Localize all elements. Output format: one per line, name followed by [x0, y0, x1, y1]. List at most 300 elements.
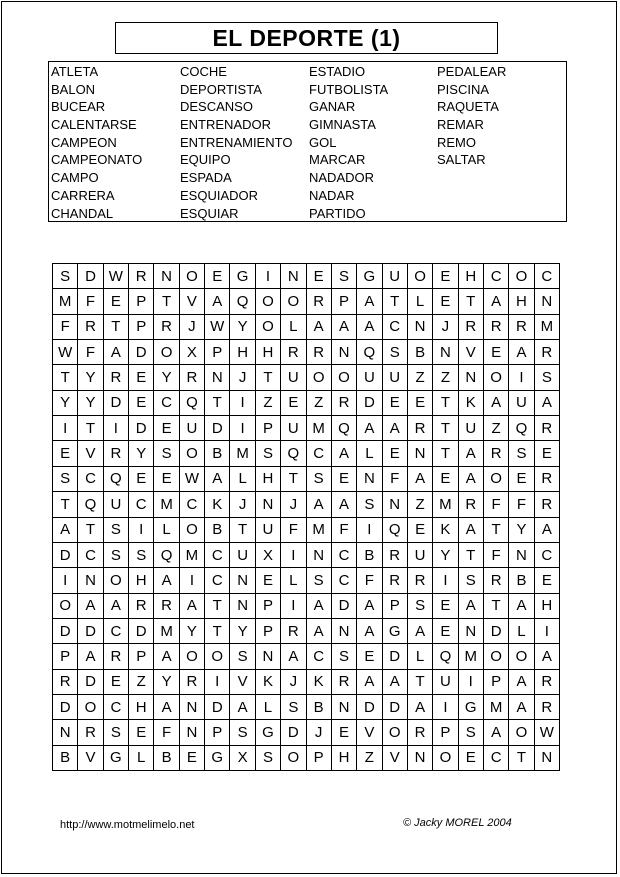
grid-cell[interactable]: I: [433, 568, 458, 593]
grid-cell[interactable]: I: [281, 543, 306, 568]
grid-cell[interactable]: G: [230, 264, 255, 289]
grid-cell[interactable]: N: [256, 492, 281, 517]
grid-cell[interactable]: O: [154, 340, 179, 365]
grid-cell[interactable]: J: [230, 365, 255, 390]
grid-cell[interactable]: L: [129, 746, 154, 771]
grid-cell[interactable]: V: [180, 289, 205, 314]
grid-cell[interactable]: Q: [281, 441, 306, 466]
grid-cell[interactable]: A: [509, 670, 534, 695]
grid-cell[interactable]: B: [357, 543, 382, 568]
grid-cell[interactable]: O: [180, 264, 205, 289]
grid-cell[interactable]: O: [53, 594, 78, 619]
grid-cell[interactable]: C: [383, 315, 408, 340]
grid-cell[interactable]: D: [205, 695, 230, 720]
grid-cell[interactable]: P: [433, 720, 458, 745]
grid-cell[interactable]: F: [78, 289, 103, 314]
grid-cell[interactable]: G: [357, 264, 382, 289]
grid-cell[interactable]: Z: [408, 492, 433, 517]
grid-cell[interactable]: F: [383, 467, 408, 492]
grid-cell[interactable]: O: [205, 644, 230, 669]
grid-cell[interactable]: O: [433, 746, 458, 771]
grid-cell[interactable]: A: [205, 467, 230, 492]
grid-cell[interactable]: F: [357, 568, 382, 593]
grid-cell[interactable]: A: [154, 644, 179, 669]
grid-cell[interactable]: L: [281, 568, 306, 593]
grid-cell[interactable]: A: [180, 594, 205, 619]
grid-cell[interactable]: R: [281, 340, 306, 365]
grid-cell[interactable]: B: [205, 518, 230, 543]
grid-cell[interactable]: D: [357, 391, 382, 416]
grid-cell[interactable]: Y: [509, 518, 534, 543]
grid-cell[interactable]: D: [129, 416, 154, 441]
grid-cell[interactable]: E: [307, 264, 332, 289]
grid-cell[interactable]: R: [408, 720, 433, 745]
grid-cell[interactable]: Y: [154, 670, 179, 695]
grid-cell[interactable]: E: [433, 467, 458, 492]
grid-cell[interactable]: Y: [78, 391, 103, 416]
grid-cell[interactable]: E: [509, 467, 534, 492]
grid-cell[interactable]: D: [104, 391, 129, 416]
grid-cell[interactable]: C: [332, 568, 357, 593]
grid-cell[interactable]: H: [535, 594, 560, 619]
grid-cell[interactable]: I: [433, 695, 458, 720]
grid-cell[interactable]: N: [509, 543, 534, 568]
grid-cell[interactable]: E: [433, 264, 458, 289]
grid-cell[interactable]: T: [205, 594, 230, 619]
grid-cell[interactable]: T: [104, 315, 129, 340]
grid-cell[interactable]: D: [53, 619, 78, 644]
grid-cell[interactable]: I: [230, 416, 255, 441]
grid-cell[interactable]: T: [78, 416, 103, 441]
grid-cell[interactable]: P: [53, 644, 78, 669]
grid-cell[interactable]: E: [104, 289, 129, 314]
grid-cell[interactable]: N: [408, 746, 433, 771]
grid-cell[interactable]: E: [408, 391, 433, 416]
grid-cell[interactable]: C: [78, 467, 103, 492]
grid-cell[interactable]: U: [180, 416, 205, 441]
grid-cell[interactable]: Z: [408, 365, 433, 390]
grid-cell[interactable]: A: [281, 644, 306, 669]
grid-cell[interactable]: U: [383, 264, 408, 289]
grid-cell[interactable]: R: [535, 416, 560, 441]
grid-cell[interactable]: R: [104, 365, 129, 390]
grid-cell[interactable]: A: [357, 670, 382, 695]
grid-cell[interactable]: E: [180, 746, 205, 771]
grid-cell[interactable]: N: [180, 720, 205, 745]
grid-cell[interactable]: R: [78, 315, 103, 340]
grid-cell[interactable]: V: [357, 720, 382, 745]
grid-cell[interactable]: U: [230, 543, 255, 568]
grid-cell[interactable]: I: [535, 619, 560, 644]
grid-cell[interactable]: D: [78, 670, 103, 695]
grid-cell[interactable]: T: [53, 492, 78, 517]
grid-cell[interactable]: C: [535, 543, 560, 568]
grid-cell[interactable]: N: [256, 644, 281, 669]
grid-cell[interactable]: N: [154, 264, 179, 289]
grid-cell[interactable]: E: [383, 391, 408, 416]
grid-cell[interactable]: Q: [180, 391, 205, 416]
grid-cell[interactable]: N: [332, 340, 357, 365]
grid-cell[interactable]: C: [535, 264, 560, 289]
grid-cell[interactable]: R: [509, 315, 534, 340]
grid-cell[interactable]: R: [332, 670, 357, 695]
grid-cell[interactable]: D: [78, 619, 103, 644]
grid-cell[interactable]: H: [129, 695, 154, 720]
grid-cell[interactable]: R: [484, 441, 509, 466]
grid-cell[interactable]: A: [535, 644, 560, 669]
grid-cell[interactable]: I: [357, 518, 382, 543]
grid-cell[interactable]: E: [459, 746, 484, 771]
grid-cell[interactable]: D: [332, 594, 357, 619]
grid-cell[interactable]: P: [129, 315, 154, 340]
grid-cell[interactable]: S: [256, 441, 281, 466]
grid-cell[interactable]: U: [256, 518, 281, 543]
grid-cell[interactable]: S: [154, 441, 179, 466]
grid-cell[interactable]: J: [281, 492, 306, 517]
grid-cell[interactable]: A: [307, 315, 332, 340]
grid-cell[interactable]: U: [281, 365, 306, 390]
grid-cell[interactable]: A: [53, 518, 78, 543]
grid-cell[interactable]: R: [154, 315, 179, 340]
grid-cell[interactable]: I: [53, 416, 78, 441]
grid-cell[interactable]: U: [509, 391, 534, 416]
grid-cell[interactable]: A: [230, 695, 255, 720]
grid-cell[interactable]: R: [535, 492, 560, 517]
grid-cell[interactable]: J: [433, 315, 458, 340]
grid-cell[interactable]: L: [408, 644, 433, 669]
grid-cell[interactable]: C: [104, 619, 129, 644]
grid-cell[interactable]: E: [129, 467, 154, 492]
grid-cell[interactable]: R: [535, 670, 560, 695]
grid-cell[interactable]: B: [53, 746, 78, 771]
grid-cell[interactable]: M: [154, 492, 179, 517]
grid-cell[interactable]: A: [509, 594, 534, 619]
grid-cell[interactable]: A: [408, 695, 433, 720]
grid-cell[interactable]: A: [357, 315, 382, 340]
grid-cell[interactable]: F: [332, 518, 357, 543]
grid-cell[interactable]: V: [78, 746, 103, 771]
grid-cell[interactable]: X: [256, 543, 281, 568]
grid-cell[interactable]: E: [154, 416, 179, 441]
grid-cell[interactable]: R: [307, 340, 332, 365]
grid-cell[interactable]: R: [104, 644, 129, 669]
grid-cell[interactable]: T: [509, 746, 534, 771]
grid-cell[interactable]: R: [459, 315, 484, 340]
grid-cell[interactable]: E: [433, 594, 458, 619]
grid-cell[interactable]: S: [535, 365, 560, 390]
grid-cell[interactable]: R: [104, 441, 129, 466]
grid-cell[interactable]: D: [383, 695, 408, 720]
grid-cell[interactable]: T: [205, 619, 230, 644]
grid-cell[interactable]: M: [154, 619, 179, 644]
grid-cell[interactable]: L: [256, 695, 281, 720]
grid-cell[interactable]: J: [230, 492, 255, 517]
grid-cell[interactable]: Y: [230, 619, 255, 644]
grid-cell[interactable]: R: [408, 568, 433, 593]
grid-cell[interactable]: Q: [78, 492, 103, 517]
grid-cell[interactable]: A: [484, 289, 509, 314]
grid-cell[interactable]: R: [332, 391, 357, 416]
grid-cell[interactable]: T: [230, 518, 255, 543]
grid-cell[interactable]: A: [205, 289, 230, 314]
grid-cell[interactable]: P: [256, 619, 281, 644]
grid-cell[interactable]: T: [256, 365, 281, 390]
grid-cell[interactable]: I: [230, 391, 255, 416]
grid-cell[interactable]: C: [484, 746, 509, 771]
grid-cell[interactable]: E: [383, 441, 408, 466]
grid-cell[interactable]: D: [129, 619, 154, 644]
grid-cell[interactable]: X: [180, 340, 205, 365]
grid-cell[interactable]: O: [383, 720, 408, 745]
grid-cell[interactable]: Z: [433, 365, 458, 390]
grid-cell[interactable]: S: [357, 492, 382, 517]
grid-cell[interactable]: S: [104, 518, 129, 543]
grid-cell[interactable]: E: [535, 441, 560, 466]
grid-cell[interactable]: C: [78, 543, 103, 568]
grid-cell[interactable]: Q: [509, 416, 534, 441]
grid-cell[interactable]: A: [357, 619, 382, 644]
grid-cell[interactable]: N: [281, 264, 306, 289]
grid-cell[interactable]: O: [484, 365, 509, 390]
grid-cell[interactable]: W: [180, 467, 205, 492]
grid-cell[interactable]: D: [78, 264, 103, 289]
grid-cell[interactable]: E: [535, 568, 560, 593]
grid-cell[interactable]: P: [129, 289, 154, 314]
grid-cell[interactable]: A: [307, 594, 332, 619]
grid-cell[interactable]: D: [53, 695, 78, 720]
grid-cell[interactable]: K: [433, 518, 458, 543]
grid-cell[interactable]: I: [205, 670, 230, 695]
grid-cell[interactable]: S: [307, 467, 332, 492]
grid-cell[interactable]: R: [129, 594, 154, 619]
grid-cell[interactable]: M: [230, 441, 255, 466]
grid-cell[interactable]: Q: [104, 467, 129, 492]
grid-cell[interactable]: A: [307, 492, 332, 517]
grid-cell[interactable]: H: [459, 264, 484, 289]
grid-cell[interactable]: P: [205, 340, 230, 365]
grid-cell[interactable]: N: [535, 289, 560, 314]
grid-cell[interactable]: O: [332, 365, 357, 390]
grid-cell[interactable]: L: [509, 619, 534, 644]
grid-cell[interactable]: S: [104, 543, 129, 568]
grid-cell[interactable]: D: [205, 416, 230, 441]
grid-cell[interactable]: A: [78, 594, 103, 619]
grid-cell[interactable]: C: [104, 695, 129, 720]
grid-cell[interactable]: T: [281, 467, 306, 492]
grid-cell[interactable]: R: [53, 670, 78, 695]
grid-cell[interactable]: O: [256, 289, 281, 314]
grid-cell[interactable]: R: [535, 467, 560, 492]
grid-cell[interactable]: R: [383, 568, 408, 593]
grid-cell[interactable]: E: [256, 568, 281, 593]
grid-cell[interactable]: A: [484, 720, 509, 745]
grid-cell[interactable]: Y: [78, 365, 103, 390]
grid-cell[interactable]: A: [332, 492, 357, 517]
grid-cell[interactable]: J: [281, 670, 306, 695]
grid-cell[interactable]: L: [281, 315, 306, 340]
grid-cell[interactable]: M: [484, 695, 509, 720]
grid-cell[interactable]: S: [408, 594, 433, 619]
grid-cell[interactable]: H: [230, 340, 255, 365]
grid-cell[interactable]: C: [180, 492, 205, 517]
grid-cell[interactable]: K: [256, 670, 281, 695]
grid-cell[interactable]: F: [484, 492, 509, 517]
grid-cell[interactable]: K: [459, 391, 484, 416]
grid-cell[interactable]: C: [307, 441, 332, 466]
grid-cell[interactable]: G: [104, 746, 129, 771]
grid-cell[interactable]: S: [307, 568, 332, 593]
grid-cell[interactable]: N: [180, 695, 205, 720]
grid-cell[interactable]: O: [484, 467, 509, 492]
grid-cell[interactable]: A: [535, 518, 560, 543]
grid-cell[interactable]: Z: [484, 416, 509, 441]
grid-cell[interactable]: N: [230, 568, 255, 593]
grid-cell[interactable]: D: [53, 543, 78, 568]
grid-cell[interactable]: R: [154, 594, 179, 619]
grid-cell[interactable]: T: [383, 289, 408, 314]
grid-cell[interactable]: N: [433, 340, 458, 365]
grid-cell[interactable]: A: [357, 289, 382, 314]
grid-cell[interactable]: I: [256, 264, 281, 289]
grid-cell[interactable]: M: [535, 315, 560, 340]
grid-cell[interactable]: S: [104, 720, 129, 745]
grid-cell[interactable]: N: [230, 594, 255, 619]
grid-cell[interactable]: T: [484, 594, 509, 619]
grid-cell[interactable]: L: [357, 441, 382, 466]
grid-cell[interactable]: Y: [129, 441, 154, 466]
grid-cell[interactable]: A: [459, 594, 484, 619]
grid-cell[interactable]: F: [53, 315, 78, 340]
grid-cell[interactable]: S: [459, 720, 484, 745]
grid-cell[interactable]: D: [129, 340, 154, 365]
grid-cell[interactable]: K: [307, 670, 332, 695]
grid-cell[interactable]: T: [154, 289, 179, 314]
grid-cell[interactable]: S: [230, 720, 255, 745]
grid-cell[interactable]: I: [180, 568, 205, 593]
grid-cell[interactable]: P: [383, 594, 408, 619]
grid-cell[interactable]: N: [332, 619, 357, 644]
grid-cell[interactable]: Y: [433, 543, 458, 568]
grid-cell[interactable]: C: [205, 568, 230, 593]
grid-cell[interactable]: V: [383, 746, 408, 771]
grid-cell[interactable]: T: [459, 289, 484, 314]
grid-cell[interactable]: A: [154, 568, 179, 593]
grid-cell[interactable]: C: [332, 543, 357, 568]
grid-cell[interactable]: X: [230, 746, 255, 771]
grid-cell[interactable]: V: [230, 670, 255, 695]
grid-cell[interactable]: T: [484, 518, 509, 543]
grid-cell[interactable]: P: [484, 670, 509, 695]
grid-cell[interactable]: Q: [357, 340, 382, 365]
grid-cell[interactable]: E: [484, 340, 509, 365]
grid-cell[interactable]: P: [205, 720, 230, 745]
grid-cell[interactable]: J: [307, 720, 332, 745]
grid-cell[interactable]: E: [129, 720, 154, 745]
grid-cell[interactable]: R: [535, 695, 560, 720]
grid-cell[interactable]: H: [332, 746, 357, 771]
grid-cell[interactable]: S: [53, 264, 78, 289]
grid-cell[interactable]: E: [129, 365, 154, 390]
grid-cell[interactable]: A: [357, 416, 382, 441]
grid-cell[interactable]: A: [509, 695, 534, 720]
grid-cell[interactable]: P: [256, 416, 281, 441]
grid-cell[interactable]: N: [459, 365, 484, 390]
grid-cell[interactable]: T: [78, 518, 103, 543]
grid-cell[interactable]: T: [408, 670, 433, 695]
grid-cell[interactable]: H: [509, 289, 534, 314]
grid-cell[interactable]: G: [256, 720, 281, 745]
grid-cell[interactable]: S: [383, 340, 408, 365]
grid-cell[interactable]: Q: [332, 416, 357, 441]
grid-cell[interactable]: I: [129, 518, 154, 543]
grid-cell[interactable]: O: [281, 289, 306, 314]
grid-cell[interactable]: V: [78, 441, 103, 466]
grid-cell[interactable]: M: [307, 518, 332, 543]
grid-cell[interactable]: N: [535, 746, 560, 771]
grid-cell[interactable]: W: [53, 340, 78, 365]
grid-cell[interactable]: M: [307, 416, 332, 441]
grid-cell[interactable]: G: [383, 619, 408, 644]
grid-cell[interactable]: A: [459, 518, 484, 543]
grid-cell[interactable]: R: [383, 543, 408, 568]
grid-cell[interactable]: D: [484, 619, 509, 644]
grid-cell[interactable]: P: [307, 746, 332, 771]
grid-cell[interactable]: E: [281, 391, 306, 416]
grid-cell[interactable]: F: [154, 720, 179, 745]
grid-cell[interactable]: L: [154, 518, 179, 543]
grid-cell[interactable]: A: [383, 416, 408, 441]
grid-cell[interactable]: R: [180, 365, 205, 390]
grid-cell[interactable]: E: [332, 467, 357, 492]
grid-cell[interactable]: T: [433, 441, 458, 466]
grid-cell[interactable]: A: [408, 467, 433, 492]
grid-cell[interactable]: B: [408, 340, 433, 365]
grid-cell[interactable]: T: [459, 543, 484, 568]
grid-cell[interactable]: E: [154, 467, 179, 492]
grid-cell[interactable]: E: [357, 644, 382, 669]
grid-cell[interactable]: M: [53, 289, 78, 314]
grid-cell[interactable]: K: [205, 492, 230, 517]
grid-cell[interactable]: O: [509, 720, 534, 745]
grid-cell[interactable]: B: [307, 695, 332, 720]
grid-cell[interactable]: J: [180, 315, 205, 340]
grid-cell[interactable]: A: [332, 441, 357, 466]
grid-cell[interactable]: C: [307, 644, 332, 669]
grid-cell[interactable]: Y: [154, 365, 179, 390]
grid-cell[interactable]: N: [357, 467, 382, 492]
grid-cell[interactable]: A: [383, 670, 408, 695]
grid-cell[interactable]: F: [78, 340, 103, 365]
grid-cell[interactable]: Z: [357, 746, 382, 771]
grid-cell[interactable]: N: [205, 365, 230, 390]
grid-cell[interactable]: S: [332, 644, 357, 669]
grid-cell[interactable]: A: [104, 340, 129, 365]
grid-cell[interactable]: O: [281, 746, 306, 771]
grid-cell[interactable]: O: [180, 518, 205, 543]
grid-cell[interactable]: A: [408, 619, 433, 644]
grid-cell[interactable]: B: [205, 441, 230, 466]
grid-cell[interactable]: A: [509, 340, 534, 365]
grid-cell[interactable]: N: [408, 315, 433, 340]
grid-cell[interactable]: R: [459, 492, 484, 517]
grid-cell[interactable]: A: [535, 391, 560, 416]
grid-cell[interactable]: R: [129, 264, 154, 289]
grid-cell[interactable]: N: [459, 619, 484, 644]
grid-cell[interactable]: C: [205, 543, 230, 568]
grid-cell[interactable]: M: [180, 543, 205, 568]
grid-cell[interactable]: U: [459, 416, 484, 441]
grid-cell[interactable]: C: [484, 264, 509, 289]
